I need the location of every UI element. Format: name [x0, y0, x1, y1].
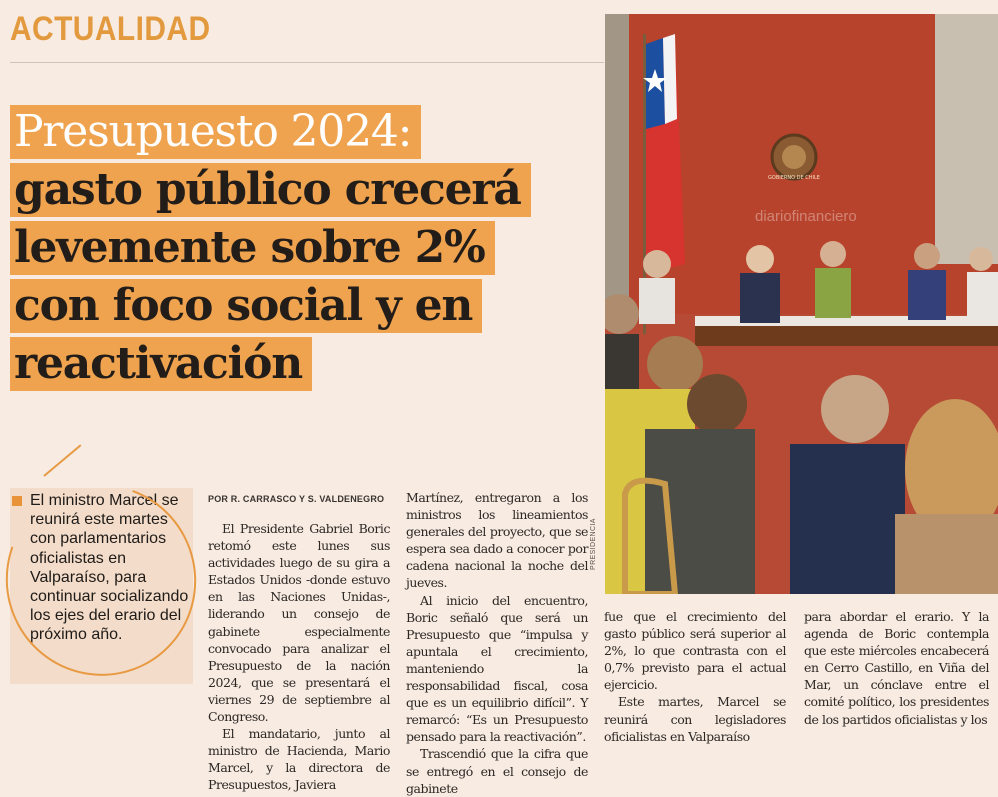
headline-line: reactivación: [10, 337, 312, 391]
paragraph: Al inicio del encuentro, Boric señaló que será un Presupuesto que “impulsa y apuntala el crecimiento, manteniendo la responsabilidad fiscal, cosa que es un equilibrio difícil”. Y remarcó: “Es un Presupuesto pensado para la reactivación”.: [406, 592, 588, 745]
article-column-1: [208, 520, 390, 794]
paragraph: Martínez, entregaron a los ministros los lineamientos generales del proyecto, que se espera sea dado a conocer por cadena nacional la noche del jueves.: [406, 490, 588, 591]
headline-line: Presupuesto 2024:: [10, 105, 421, 159]
article-column-4: [804, 608, 989, 728]
paragraph: para abordar el erario. Y la agenda de Boric contempla que este miércoles encabecerá en Cerro Castillo, en Viña del Mar, un cónclave entre el comité político, los presidentes de los partidos oficialistas y los: [804, 609, 989, 727]
seal-center: [782, 145, 806, 169]
article-column-3: [604, 608, 786, 745]
seal-caption: GOBIERNO DE CHILE: [768, 175, 820, 181]
paragraph: Trascendió que la cifra que se entregó en el consejo de gabinete: [406, 746, 588, 796]
news-photo: [605, 14, 998, 594]
photo-credit: PRESIDENCIA: [590, 518, 597, 570]
meeting-table: [695, 324, 998, 346]
curtain-right: [935, 14, 998, 264]
cabinet-meeting-illustration: [605, 14, 998, 594]
paragraph: fue que el crecimiento del gasto público será superior al 2%, lo que contrasta con el 0,7% previsto para el actual ejercicio.: [604, 609, 786, 693]
paragraph: El Presidente Gabriel Boric retomó este lunes sus actividades luego de su gira a Estados Unidos -donde estuvo en las Naciones Unidas-, liderando un consejo de gabinete especialmente convocado para analizar el Presupuesto de la nación 2024, que se presentará el viernes 29 de septiembre al Congreso.: [208, 521, 390, 725]
handdrawn-stroke-icon: [43, 444, 81, 476]
section-divider: [10, 62, 604, 63]
headline: [10, 105, 600, 395]
curtain-left: [605, 14, 629, 314]
article-column-2: [406, 489, 588, 797]
paragraph: Este martes, Marcel se reunirá con legisladores oficialistas en Valparaíso: [604, 694, 786, 744]
lead-summary: El ministro Marcel se reunirá este martes con parlamentarios oficialistas en Valparaíso, para continuar socializando los ejes del erario del próximo año.: [30, 492, 189, 644]
paragraph: El mandatario, junto al ministro de Hacienda, Mario Marcel, y la directora de Presupuestos, Javiera: [208, 726, 390, 793]
photo-watermark: diariofinanciero: [755, 208, 857, 225]
headline-line: gasto público crecerá: [10, 163, 531, 217]
headline-line: levemente sobre 2%: [10, 221, 495, 275]
lead-bullet-icon: [12, 496, 22, 506]
byline: POR R. CARRASCO Y S. VALDENEGRO: [208, 494, 385, 504]
section-title: ACTUALIDAD: [10, 10, 211, 48]
headline-line: con foco social y en: [10, 279, 482, 333]
